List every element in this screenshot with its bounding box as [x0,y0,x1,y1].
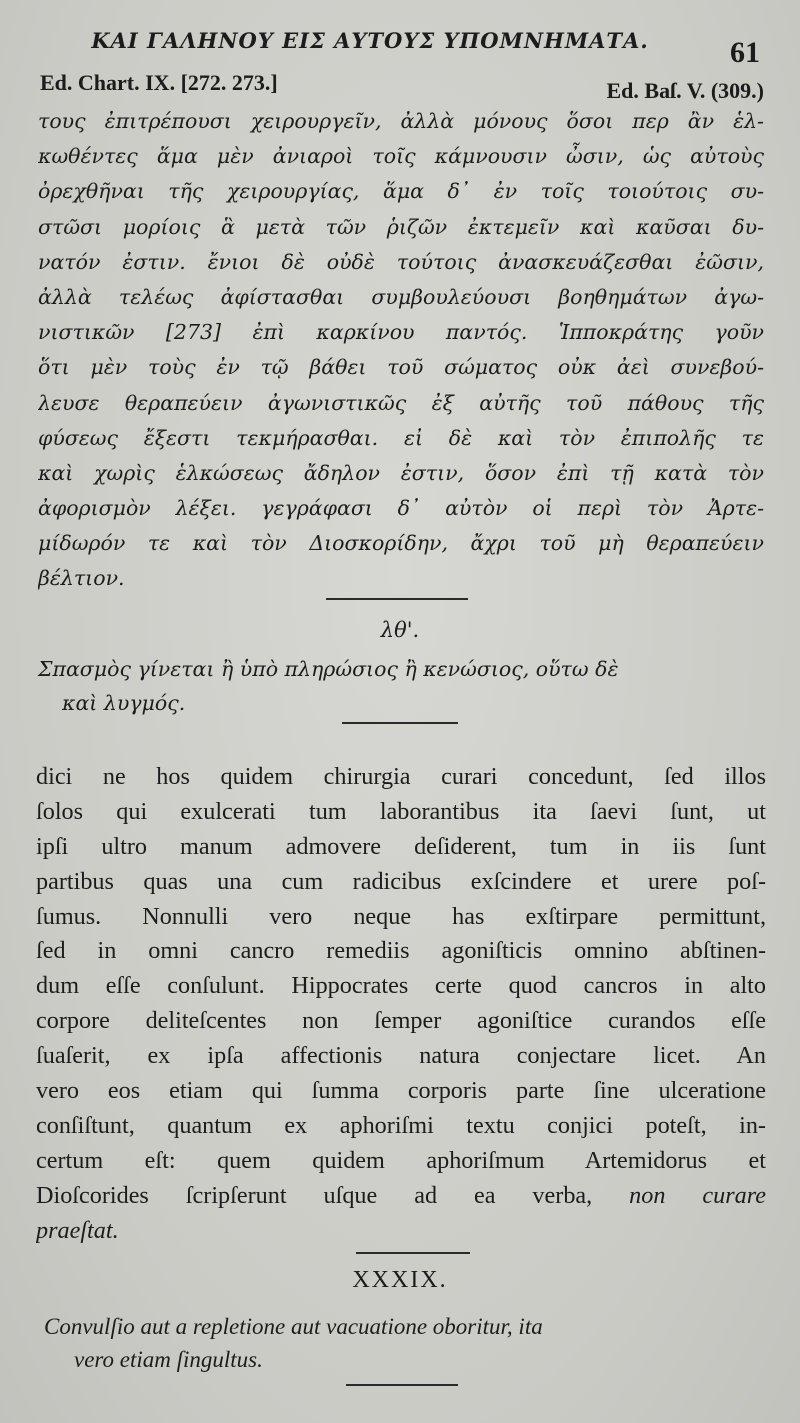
greek-line: βέλτιον. [38,566,125,591]
greek-line: λευσε θεραπεύειν ἀγωνιστικῶς ἐξ αὐτῆς τοῦ πάθους τῆς [38,390,764,415]
divider-rule [356,1252,470,1254]
latin-line: partibus quas una cum radicibus exſcindere et urere poſ- [36,867,766,895]
page-number: 61 [730,36,760,69]
latin-aphorism [44,1310,766,1376]
latin-line-final: praeſtat. [36,1216,119,1244]
latin-line: dum eſſe conſulunt. Hippocrates certe quod cancros in alto [36,972,766,1000]
latin-aphorism-number: XXXIX. [352,1267,448,1293]
greek-aphorism-number: λθ'. [380,618,420,642]
latin-line: dici ne hos quidem chirurgia curari concedunt, ſed illos [36,763,766,790]
latin-aphorism-line: vero etiam ſingultus. [74,1347,263,1372]
latin-line: certum eſt: quem quidem aphoriſmum Artemidorus et [36,1146,766,1174]
greek-commentary [38,104,764,597]
latin-line [36,1179,766,1214]
latin-line: vero eos etiam qui ſumma corporis parte ſine ulceratione [36,1077,766,1105]
latin-aphorism-line: Convulſio aut a repletione aut vacuatione oboritur, ita [44,1314,543,1339]
greek-line: τους ἐπιτρέπουσι χειρουργεῖν, ἀλλὰ μόνους ὅσοι περ ἂν ἑλ- [38,109,764,133]
divider-rule [326,598,468,600]
greek-line: ἀφορισμὸν λέξει. γεγράφασι δ᾽ αὐτὸν οἱ περὶ τὸν Ἀρτε- [38,496,764,521]
greek-aphorism-line: καὶ λυγμός. [62,691,186,715]
latin-line: conſiſtunt, quantum ex aphoriſmi textu conjici poteſt, in- [36,1111,766,1139]
edition-reference-left: Ed. Chart. IX. [272. 273.] [40,70,278,95]
greek-line: μίδωρόν τε καὶ τὸν Διοσκορίδην, ἄχρι τοῦ μὴ θεραπεύειν [38,531,764,556]
edition-reference-right: Ed. Baſ. V. (309.) [606,78,764,103]
greek-line: ἀλλὰ τελέως ἀφίστασθαι συμβουλεύουσι βοηθημάτων ἀγω- [38,284,764,309]
greek-line: στῶσι μορίοις ἃ μετὰ τῶν ῥιζῶν ἐκτεμεῖν καὶ καῦσαι δυ- [38,214,764,239]
greek-line: νιστικῶν [273] ἐπὶ καρκίνου παντός. Ἱπποκράτης γοῦν [38,320,764,345]
latin-line: ſumus. Nonnulli vero neque has exſtirpare permittunt, [36,902,766,930]
divider-rule [342,722,458,724]
running-title: ΚΑΙ ΓΑΛΗΝΟΥ ΕΙΣ ΑΥΤΟΥΣ ΥΠΟΜΝΗΜΑΤΑ. [91,28,649,53]
latin-line: corpore deliteſcentes non ſemper agoniſtice curandos eſſe [36,1007,766,1035]
latin-line: ſed in omni cancro remediis agoniſticis omnino abſtinen- [36,937,766,965]
divider-rule [346,1384,458,1386]
greek-line: καὶ χωρὶς ἑλκώσεως ἄδηλον ἐστιν, ὅσον ἐπὶ τῇ κατὰ τὸν [38,460,764,485]
latin-commentary [36,760,766,1248]
greek-aphorism-line: Σπασμὸς γίνεται ἢ ὑπὸ πληρώσιος ἢ κενώσιος, οὕτω δὲ [38,657,619,681]
greek-aphorism [38,652,764,720]
latin-italic-quote: non curare [629,1181,766,1209]
greek-line: ὀρεχθῆναι τῆς χειρουργίας, ἅμα δ᾽ ἐν τοῖς τοιούτοις συ- [38,179,764,204]
latin-line: ſolos qui exulcerati tum laborantibus ita ſaevi ſunt, ut [36,797,766,825]
greek-line: κωθέντες ἅμα μὲν ἀνιαροὶ τοῖς κάμνουσιν ὦσιν, ὡς αὐτοὺς [38,144,764,169]
latin-line: ſuaſerit, ex ipſa affectionis natura conjectare licet. An [36,1042,766,1070]
latin-line-text: Dioſcorides ſcripſerunt uſque ad ea verba, [36,1181,593,1209]
latin-line: ipſi ultro manum admovere deſiderent, tum in iis ſunt [36,832,766,860]
greek-line: νατόν ἐστιν. ἔνιοι δὲ οὐδὲ τούτοις ἀνασκευάζεσθαι ἐῶσιν, [38,249,764,274]
greek-line: φύσεως ἔξεστι τεκμήρασθαι. εἰ δὲ καὶ τὸν ἐπιπολῆς τε [38,425,764,450]
greek-line: ὅτι μὲν τοὺς ἐν τῷ βάθει τοῦ σώματος οὐκ ἀεὶ συνεβού- [38,355,764,380]
